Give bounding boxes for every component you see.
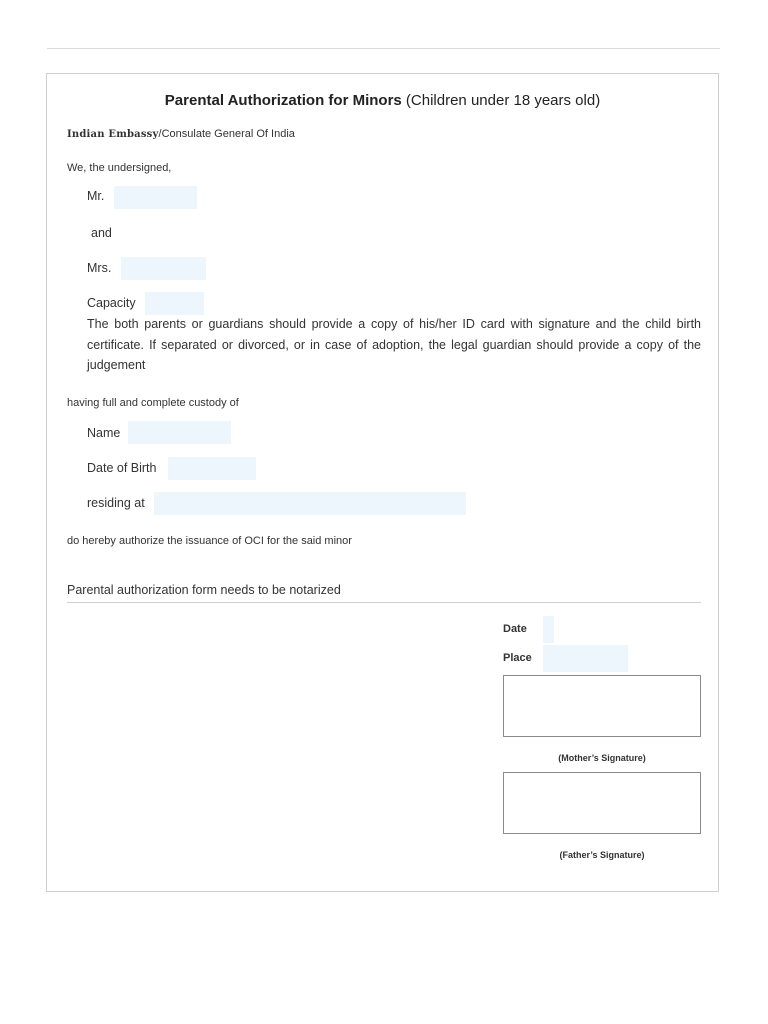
authorize-text: do hereby authorize the issuance of OCI for the said minor [67,535,352,547]
mother-signature-box[interactable] [503,675,701,737]
residing-label: residing at [87,496,145,510]
dob-label: Date of Birth [87,461,157,475]
father-signature-box[interactable] [503,772,701,834]
residing-input[interactable] [154,492,466,515]
and-label: and [91,226,112,240]
date-input[interactable] [543,616,554,643]
date-label: Date [503,623,527,635]
mr-label: Mr. [87,189,105,203]
custody-text: having full and complete custody of [67,397,239,409]
form-title: Parental Authorization for Minors (Children under 18 years old) [164,92,601,109]
place-input[interactable] [543,645,628,672]
undersigned-text: We, the undersigned, [67,162,172,174]
mrs-input[interactable] [121,257,206,280]
mrs-label: Mrs. [87,261,112,275]
father-signature-caption: (Father’s Signature) [559,850,645,860]
top-divider [47,48,720,49]
notary-text: Parental authorization form needs to be notarized [67,583,341,597]
place-label: Place [503,652,532,664]
capacity-input[interactable] [145,292,204,315]
mr-input[interactable] [114,186,197,209]
capacity-label: Capacity [87,296,136,310]
name-input[interactable] [128,421,231,444]
name-label: Name [87,426,121,440]
notary-divider [67,602,701,603]
dob-input[interactable] [168,457,256,480]
authorization-form [46,73,719,892]
mother-signature-caption: (Mother’s Signature) [558,753,646,763]
instruction-text: The both parents or guardians should provide a copy of his/her ID card with signature and the child birth certificate. If separated or divorced, or in case of adoption, the legal guardian should provide a copy of the judgement [87,317,701,372]
embassy-line: Indian Embassy/Consulate General Of India [67,128,295,140]
